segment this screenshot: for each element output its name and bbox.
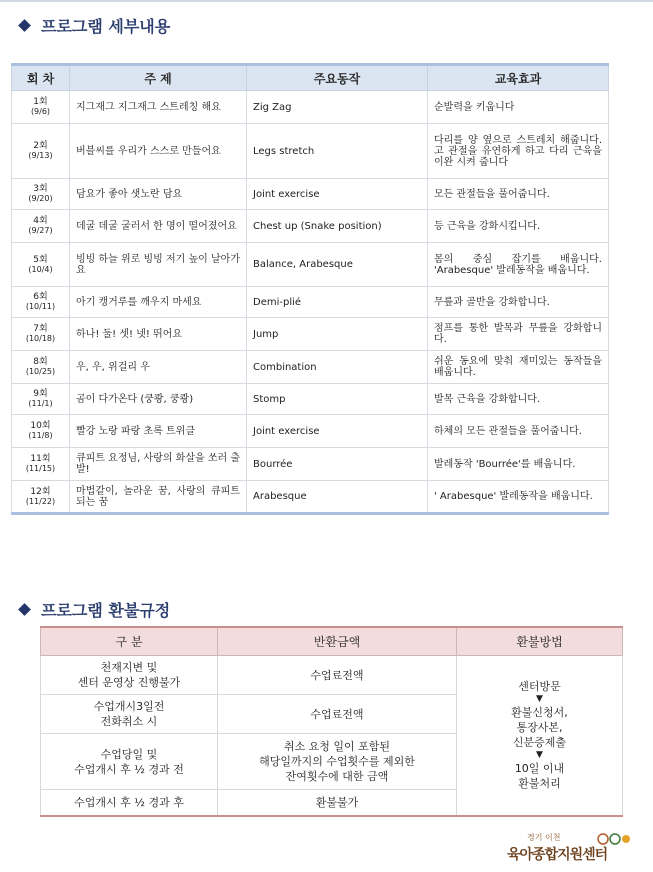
effect-cell: 다리를 양 옆으로 스트레치 해줍니다. 고 관절을 유연하게 하고 다리 근육을 이완 시켜 줍니다 (428, 124, 609, 179)
diamond-bullet-icon (18, 603, 31, 616)
diamond-bullet-icon (18, 19, 31, 32)
session-cell (12, 124, 70, 179)
session-number: 5회 (33, 254, 48, 265)
effect-cell: 발목 근육을 강화합니다. (428, 384, 609, 415)
movement-cell: Bourrée (247, 448, 428, 481)
refund-category: 수업당일 및 수업개시 후 ½ 경과 전 (41, 734, 218, 790)
section-title-refund-policy (20, 598, 170, 621)
session-date: (9/20) (28, 194, 53, 203)
movement-cell: Stomp (247, 384, 428, 415)
session-date: (11/8) (28, 431, 53, 440)
refund-amount: 취소 요청 일이 포함된 해당일까지의 수업횟수를 제외한 잔여횟수에 대한 금액 (218, 734, 457, 790)
program-row (12, 179, 609, 210)
section-title-program-details (20, 14, 170, 37)
session-date: (10/18) (25, 334, 56, 343)
method-step-documents: 환불신청서, 통장사본, 신분증제출 (511, 706, 568, 750)
session-number: 6회 (33, 292, 48, 302)
topic-cell: 빨강 노랑 파랑 초록 트위클 (70, 415, 247, 448)
session-date: (9/27) (28, 226, 53, 235)
movement-cell: Demi-plié (247, 287, 428, 318)
header-effect: 교육효과 (428, 65, 609, 91)
logo-text: 육아종합지원센터 (507, 847, 608, 863)
session-date: (10/25) (25, 367, 56, 376)
refund-amount: 수업료전액 (218, 656, 457, 695)
section-title-text: 프로그램 환불규정 (41, 601, 171, 620)
movement-cell: Joint exercise (247, 415, 428, 448)
movement-cell: Combination (247, 351, 428, 384)
session-cell (12, 287, 70, 318)
effect-cell: 모든 관절들을 풀어줍니다. (428, 179, 609, 210)
program-row (12, 287, 609, 318)
header-amount: 반환금액 (218, 627, 457, 656)
session-cell (12, 448, 70, 481)
refund-amount: 환불불가 (218, 790, 457, 816)
effect-cell: ' Arabesque' 발레동작을 배웁니다. (428, 481, 609, 514)
session-number: 3회 (33, 184, 48, 194)
header-category: 구 분 (41, 627, 218, 656)
effect-cell: 발레동작 'Bourrée'를 배웁니다. (428, 448, 609, 481)
session-number: 7회 (33, 324, 48, 334)
program-row (12, 91, 609, 124)
session-cell (12, 415, 70, 448)
session-date: (11/1) (28, 399, 53, 408)
program-row (12, 210, 609, 243)
topic-cell: 아기 캥거루를 깨우지 마세요 (70, 287, 247, 318)
section-title-text: 프로그램 세부내용 (41, 17, 171, 36)
method-step-visit: 센터방문 (518, 680, 561, 694)
session-date: (10/11) (25, 302, 56, 311)
session-number: 2회 (33, 141, 48, 151)
method-step-processing: 10일 이내 환불처리 (514, 762, 565, 791)
session-cell (12, 179, 70, 210)
session-number: 4회 (33, 216, 48, 226)
topic-cell: 담요가 좋아 샛노란 담요 (70, 179, 247, 210)
movement-cell: Chest up (Snake position) (247, 210, 428, 243)
session-cell (12, 351, 70, 384)
session-cell (12, 91, 70, 124)
session-date: (11/22) (25, 496, 56, 506)
session-number: 12회 (30, 486, 51, 497)
refund-table-header (41, 627, 623, 656)
effect-cell: 점프를 통한 발목과 무릎을 강화합니다. (428, 318, 609, 351)
program-table-header (12, 65, 609, 91)
session-number: 9회 (33, 389, 48, 399)
refund-row (41, 656, 623, 695)
session-cell (12, 384, 70, 415)
header-method: 환불방법 (457, 627, 623, 656)
session-number: 11회 (30, 454, 51, 464)
program-row (12, 448, 609, 481)
program-row (12, 415, 609, 448)
topic-cell: 큐피트 요정님, 사랑의 화살을 쏘러 출발! (70, 448, 247, 481)
movement-cell: Jump (247, 318, 428, 351)
refund-category: 수업개시3일전 전화취소 시 (41, 695, 218, 734)
movement-cell: Joint exercise (247, 179, 428, 210)
session-number: 10회 (30, 421, 51, 431)
program-row (12, 243, 609, 287)
session-date: (11/15) (25, 464, 56, 473)
session-date: (9/13) (28, 151, 53, 160)
session-date: (9/6) (30, 107, 51, 116)
topic-cell: 빙빙 하늘 위로 빙빙 저기 높이 날아가요 (70, 243, 247, 287)
session-cell (12, 318, 70, 351)
header-session: 회 차 (12, 65, 70, 91)
top-border (0, 0, 653, 2)
effect-cell: 순발력을 키웁니다 (428, 91, 609, 124)
refund-method (457, 656, 623, 816)
movement-cell: Arabesque (247, 481, 428, 514)
movement-cell: Balance, Arabesque (247, 243, 428, 287)
arrow-down-icon: ▼ (536, 694, 543, 705)
program-row (12, 124, 609, 179)
topic-cell: 버블씨를 우리가 스스로 만들어요 (70, 124, 247, 179)
header-movement: 주요동작 (247, 65, 428, 91)
topic-cell: 하나! 둘! 셋! 넷! 뛰어요 (70, 318, 247, 351)
logo-subtext: 경기 이천 (527, 833, 561, 842)
session-number: 1회 (33, 97, 48, 107)
movement-cell: Legs stretch (247, 124, 428, 179)
movement-cell: Zig Zag (247, 91, 428, 124)
effect-cell: 쉬운 동요에 맞춰 재미있는 동작들을 배웁니다. (428, 351, 609, 384)
effect-cell: 하체의 모든 관절들을 풀어줍니다. (428, 415, 609, 448)
refund-table (40, 626, 623, 817)
session-number: 8회 (33, 357, 48, 367)
effect-cell: 몸의 중심 잡기를 배웁니다. 'Arabesque' 발레동작을 배웁니다. (428, 243, 609, 287)
program-row (12, 384, 609, 415)
arrow-down-icon: ▼ (536, 750, 543, 761)
program-row (12, 351, 609, 384)
session-cell (12, 210, 70, 243)
session-date: (10/4) (28, 264, 53, 274)
session-cell (12, 481, 70, 514)
header-topic: 주 제 (70, 65, 247, 91)
session-cell (12, 243, 70, 287)
program-table (11, 63, 609, 515)
refund-category: 수업개시 후 ½ 경과 후 (41, 790, 218, 816)
center-logo (505, 832, 637, 866)
refund-amount: 수업료전액 (218, 695, 457, 734)
topic-cell: 지그재그 지그재그 스트레칭 해요 (70, 91, 247, 124)
program-row (12, 318, 609, 351)
refund-category: 천재지변 및 센터 운영상 진행불가 (41, 656, 218, 695)
topic-cell: 마법같이, 놀라운 꿈, 사랑의 큐피트 되는 꿈 (70, 481, 247, 514)
topic-cell: 데굴 데굴 굴러서 한 명이 떨어졌어요 (70, 210, 247, 243)
topic-cell: 우, 우, 위걸리 우 (70, 351, 247, 384)
program-row (12, 481, 609, 514)
topic-cell: 곰이 다가온다 (쿵쾅, 쿵쾅) (70, 384, 247, 415)
effect-cell: 무릎과 골반을 강화합니다. (428, 287, 609, 318)
effect-cell: 등 근육을 강화시킵니다. (428, 210, 609, 243)
